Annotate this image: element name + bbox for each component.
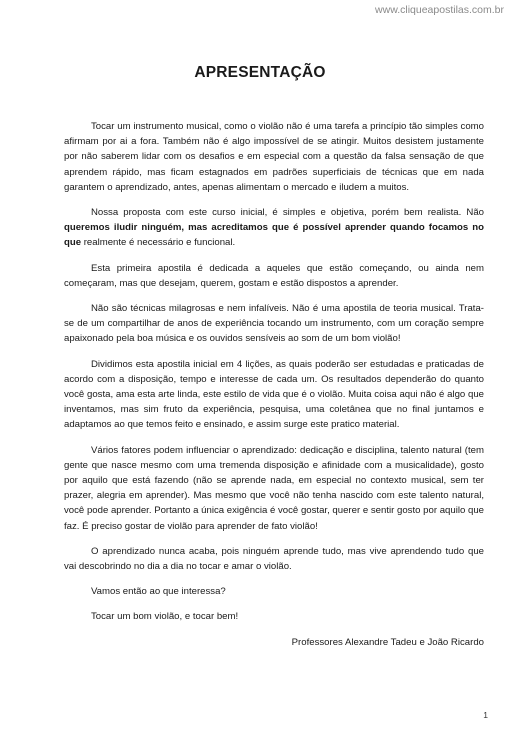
paragraph-7: O aprendizado nunca acaba, pois ninguém aprende tudo, mas vive aprendendo tudo que vai descobrindo no dia a dia no tocar e amar o violão. [64, 545, 484, 573]
header-url: www.cliqueapostilas.com.br [375, 4, 504, 16]
paragraph-2-end: realmente é necessário e funcional. [81, 237, 236, 249]
document-body [64, 119, 484, 660]
page-number: 1 [483, 710, 488, 720]
paragraph-2-start: Nossa proposta com este curso inicial, é simples e objetiva, porém bem realista. Não [91, 207, 484, 219]
paragraph-2-bold: queremos iludir ninguém, mas acreditamos que é possível aprender quando focamos no que [64, 222, 484, 249]
paragraph-6: Vários fatores podem influenciar o aprendizado: dedicação e disciplina, talento natural (tem gente que nasce mesmo com uma tremenda disposição e afinidade com a musicalidade), gosto por aquilo que está fazendo (não se aprende nada, em especial no contexto musical, sem ter prazer, alegria em aprender). Mas mesmo que você não tenha nascido com este talento natural, você pode aprender. Portanto a única exigência é você gostar, querer e sentir gosto por aquilo que faz. É preciso gostar de violão para aprender de fato violão! [64, 444, 484, 532]
paragraph-8: Vamos então ao que interessa? [91, 586, 226, 598]
signature: Professores Alexandre Tadeu e João Ricardo [291, 636, 484, 648]
paragraph-9: Tocar um bom violão, e tocar bem! [91, 611, 239, 623]
paragraph-2 [64, 205, 484, 251]
paragraph-1: Tocar um instrumento musical, como o violão não é uma tarefa a princípio tão simples como afirmam por ai a fora. Também não é algo impossível de se atingir. Muitos desistem justamente por não saberem lidar com os desafios e em especial com a questão da falsa sensação de que aprendem rápido, mas ficam estagnados em padrões superficiais de técnicas que em nada garantem o aprendizado, antes, apenas alimentam o mercado e iludem a muitos. [64, 121, 484, 193]
paragraph-4: Não são técnicas milagrosas e nem infalíveis. Não é uma apostila de teoria musical. Trata-se de um compartilhar de anos de experiência tocando um instrumento, com um coração sempre apaixonado pela boa música e os ouvidos sensíveis ao som de um bom violão! [64, 303, 484, 345]
page-title: APRESENTAÇÃO [194, 64, 326, 81]
paragraph-5: Dividimos esta apostila inicial em 4 lições, as quais poderão ser estudadas e praticadas de acordo com a disposição, tempo e interesse de cada um. Os resultados dependerão do quanto você gosta, ama esta arte linda, este estilo de vida que é o violão. Muita coisa aqui não é algo que inventamos, mas sim fruto da experiência, pesquisa, uma coletânea que no final juntamos e adaptamos ao que temos feito e ensinado, e assim surge este pratico material. [64, 358, 484, 431]
paragraph-3: Esta primeira apostila é dedicada a aqueles que estão começando, ou ainda nem começaram, mas que desejam, querem, gostam e estão dispostos a aprender. [64, 262, 484, 289]
